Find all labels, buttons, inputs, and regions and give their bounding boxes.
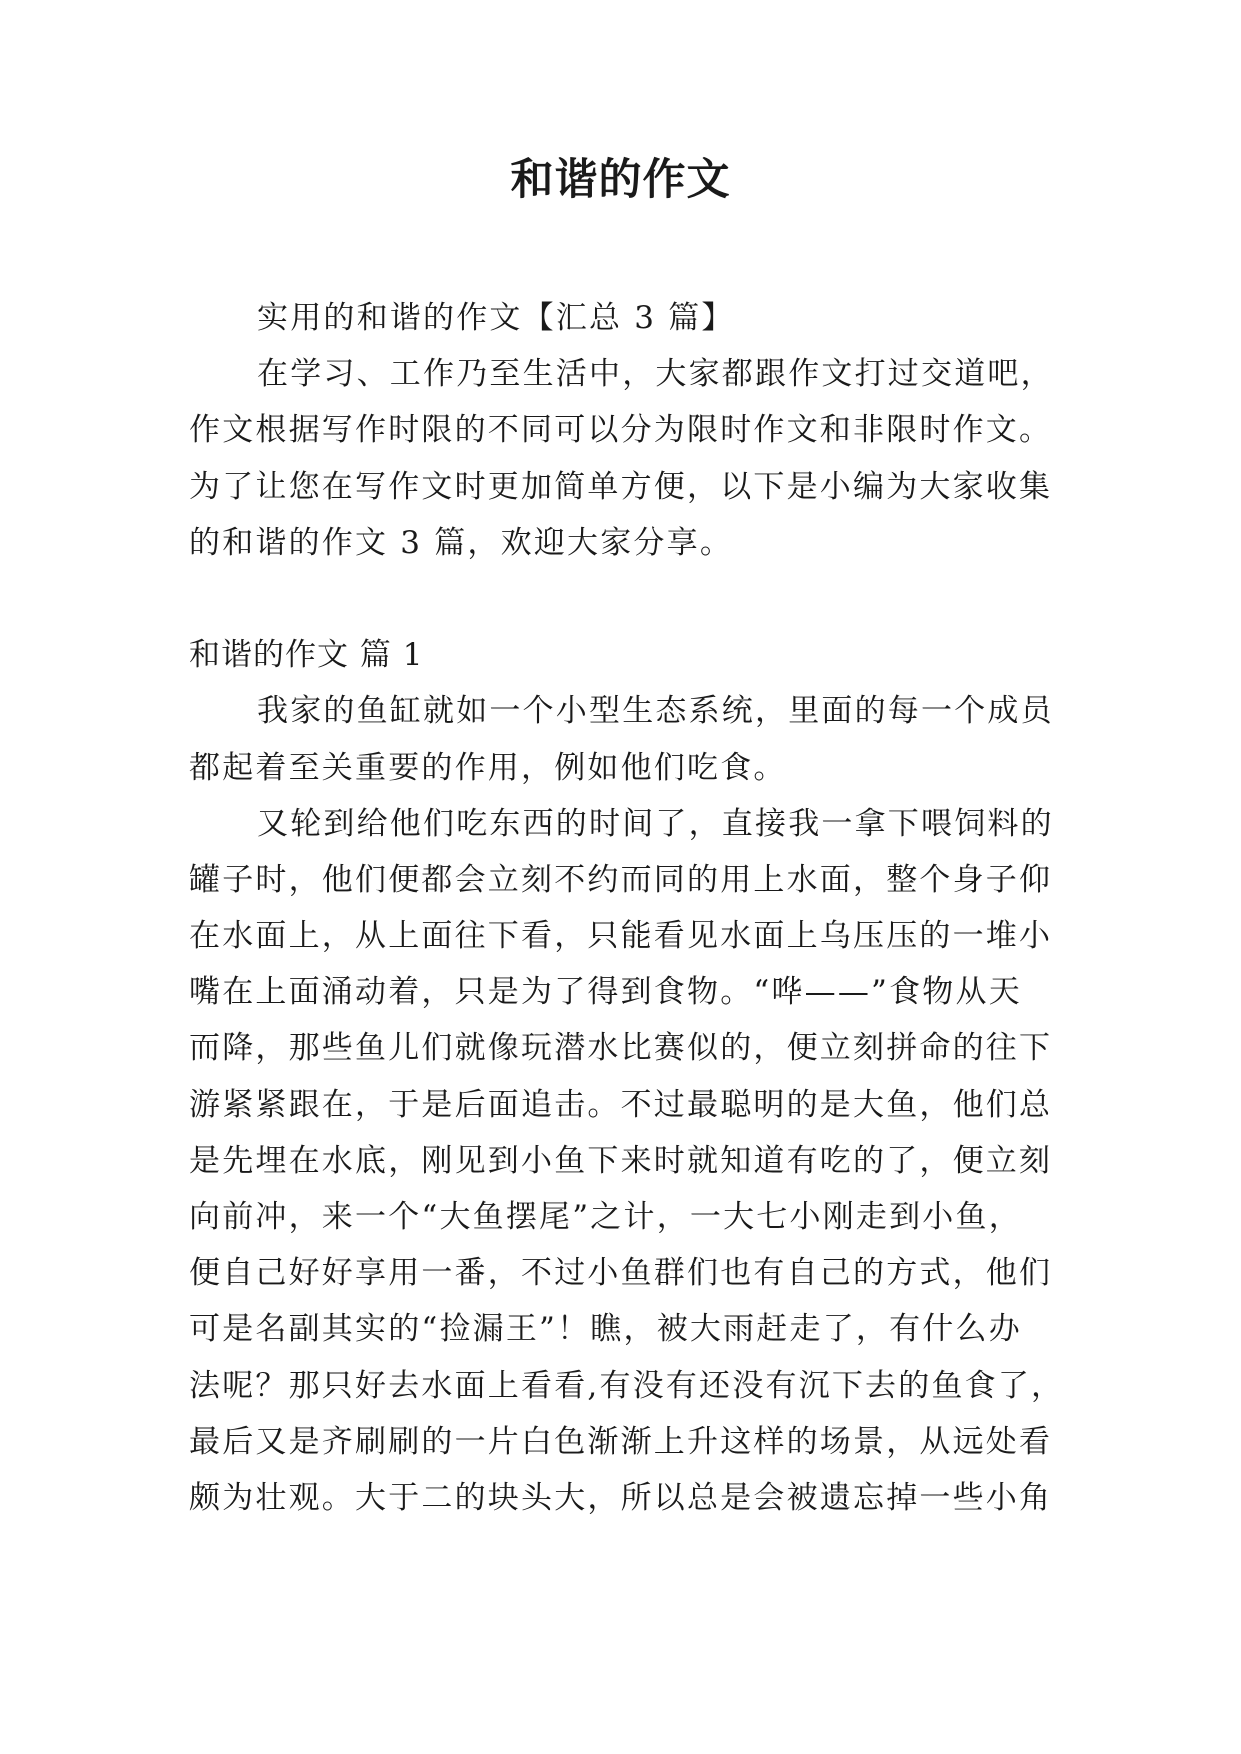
paragraph-line: 罐子时，他们便都会立刻不约而同的用上水面，整个身子仰 xyxy=(189,861,1053,898)
paragraph-line: 我家的鱼缸就如一个小型生态系统，里面的每一个成员 xyxy=(257,693,1054,730)
paragraph-line: 是先埋在水底，刚见到小鱼下来时就知道有吃的了，便立刻 xyxy=(189,1142,1053,1179)
intro-line: 为了让您在写作文时更加简单方便，以下是小编为大家收集 xyxy=(189,468,1053,505)
paragraph-line: 向前冲，来一个“大鱼摆尾”之计，一大七小刚走到小鱼， xyxy=(189,1199,1022,1235)
paragraph-line: 颇为壮观。大于二的块头大，所以总是会被遗忘掉一些小角 xyxy=(189,1479,1053,1516)
paragraph-line: 便自己好好享用一番，不过小鱼群们也有自己的方式，他们 xyxy=(189,1255,1053,1292)
document-title: 和谐的作文 xyxy=(510,155,731,205)
intro-line: 作文根据写作时限的不同可以分为限时作文和非限时作文。 xyxy=(189,412,1053,449)
intro-line: 在学习、工作乃至生活中，大家都跟作文打过交道吧， xyxy=(257,356,1054,393)
paragraph-line: 可是名副其实的“捡漏王”！瞧，被大雨赶走了，有什么办 xyxy=(189,1311,1022,1348)
paragraph-line: 最后又是齐刷刷的一片白色渐渐上升这样的场景，从远处看 xyxy=(189,1423,1053,1460)
intro-line: 实用的和谐的作文【汇总 3 篇】 xyxy=(257,300,735,336)
paragraph-line: 嘴在上面涌动着，只是为了得到食物。“哗——”食物从天 xyxy=(189,974,1022,1011)
paragraph-line: 在水面上，从上面往下看，只能看见水面上乌压压的一堆小 xyxy=(189,918,1053,955)
paragraph-spacer xyxy=(189,571,1059,627)
intro-line: 的和谐的作文 3 篇，欢迎大家分享。 xyxy=(189,524,734,561)
paragraph-line: 又轮到给他们吃东西的时间了，直接我一拿下喂饲料的 xyxy=(257,805,1054,842)
paragraph-line: 游紧紧跟在，于是后面追击。不过最聪明的是大鱼，他们总 xyxy=(189,1086,1053,1123)
document-body xyxy=(189,290,1065,1526)
section-heading: 和谐的作文 篇 1 xyxy=(189,637,424,674)
paragraph-line: 都起着至关重要的作用，例如他们吃食。 xyxy=(189,749,787,786)
paragraph-line: 而降，那些鱼儿们就像玩潜水比赛似的，便立刻拼命的往下 xyxy=(189,1030,1053,1067)
paragraph-line: 法呢？那只好去水面上看看,有没有还没有沉下去的鱼食了， xyxy=(189,1367,1065,1404)
